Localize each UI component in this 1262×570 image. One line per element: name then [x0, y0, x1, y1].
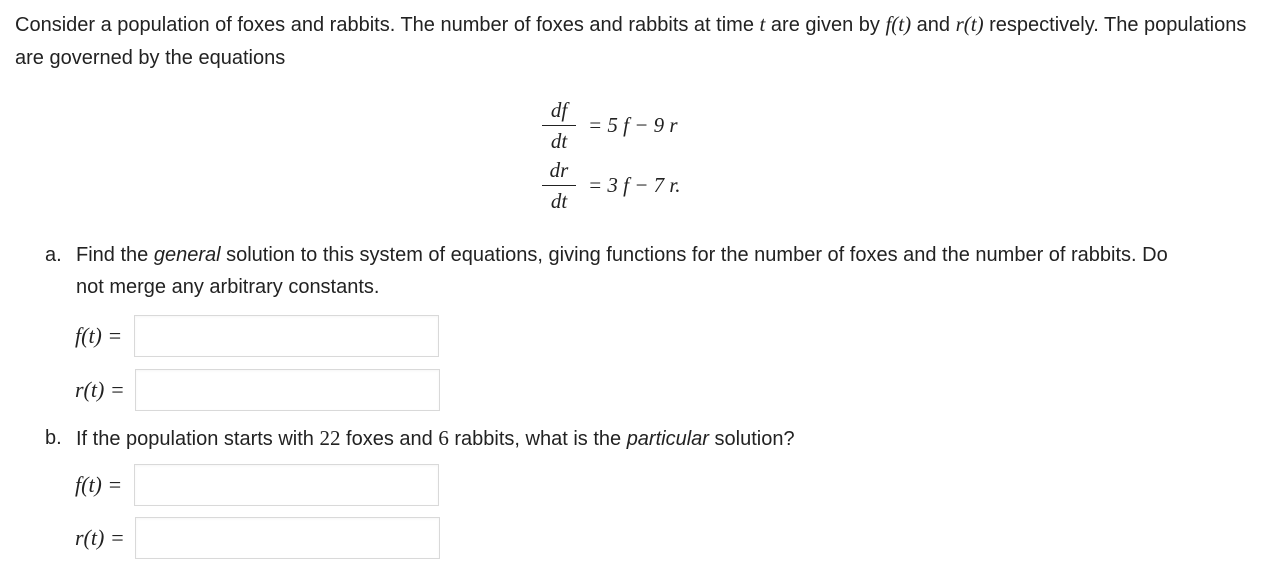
initial-rabbits: 6 [438, 426, 449, 450]
part-b-label: b. [45, 427, 62, 449]
part-b-f-row [75, 464, 439, 506]
part-a-r-input[interactable] [135, 369, 440, 411]
part-b-text-b: foxes and [340, 428, 439, 450]
equation-rhs: = 3 f − 7 r. [588, 172, 681, 197]
part-b-r-input[interactable] [135, 517, 440, 559]
initial-foxes: 22 [319, 426, 341, 450]
problem-statement [15, 8, 1255, 75]
dr-dt-fraction [540, 158, 578, 213]
df-dt-fraction [540, 98, 578, 153]
part-a-f-label: f(t) = [75, 323, 123, 348]
part-b-f-label: f(t) = [75, 472, 123, 497]
fraction-numerator: df [550, 97, 568, 122]
part-a-emphasis: general [153, 244, 221, 266]
rabbit-equation [540, 155, 681, 215]
part-a-label: a. [45, 244, 62, 266]
part-a-r-row [75, 369, 440, 411]
part-b-text-d: solution? [708, 428, 795, 450]
fox-function: f(t) [885, 12, 912, 36]
part-a-f-row [75, 315, 439, 357]
part-a-r-label: r(t) = [75, 377, 125, 402]
part-a-text-a: Find the [76, 244, 154, 266]
rabbit-function: r(t) [955, 12, 984, 36]
intro-text-b: are given by [765, 14, 886, 36]
part-b-text-c: rabbits, what is the [448, 428, 627, 450]
part-a-question [45, 239, 1176, 303]
fraction-denominator: dt [550, 128, 568, 153]
time-variable: t [759, 12, 766, 36]
part-a-f-input[interactable] [134, 315, 439, 357]
fraction-bar [542, 125, 576, 126]
part-a-text-b: solution to this system of equations, giving functions for the number of foxes and the number of rabbits. Do not merge any arbitrary constants. [76, 244, 1168, 298]
part-b-question [45, 422, 1176, 455]
fox-equation [540, 95, 681, 155]
equation-rhs: = 5 f − 9 r [588, 112, 678, 137]
part-a-text [76, 239, 1176, 303]
intro-text-d: respectively. The populations are governed by the equations [15, 14, 1247, 69]
fraction-bar [542, 185, 576, 186]
intro-text-a: Consider a population of foxes and rabbits. The number of foxes and rabbits at time [15, 14, 760, 36]
part-b-r-label: r(t) = [75, 525, 125, 550]
part-b-r-row [75, 517, 440, 559]
part-b-f-input[interactable] [134, 464, 439, 506]
fraction-denominator: dt [550, 188, 568, 213]
intro-text-c: and [911, 14, 956, 36]
part-b-text-a: If the population starts with [76, 428, 320, 450]
fraction-numerator: dr [549, 157, 569, 182]
part-b-emphasis: particular [626, 428, 709, 450]
part-b-text [76, 422, 1176, 455]
equation-system [540, 95, 681, 215]
